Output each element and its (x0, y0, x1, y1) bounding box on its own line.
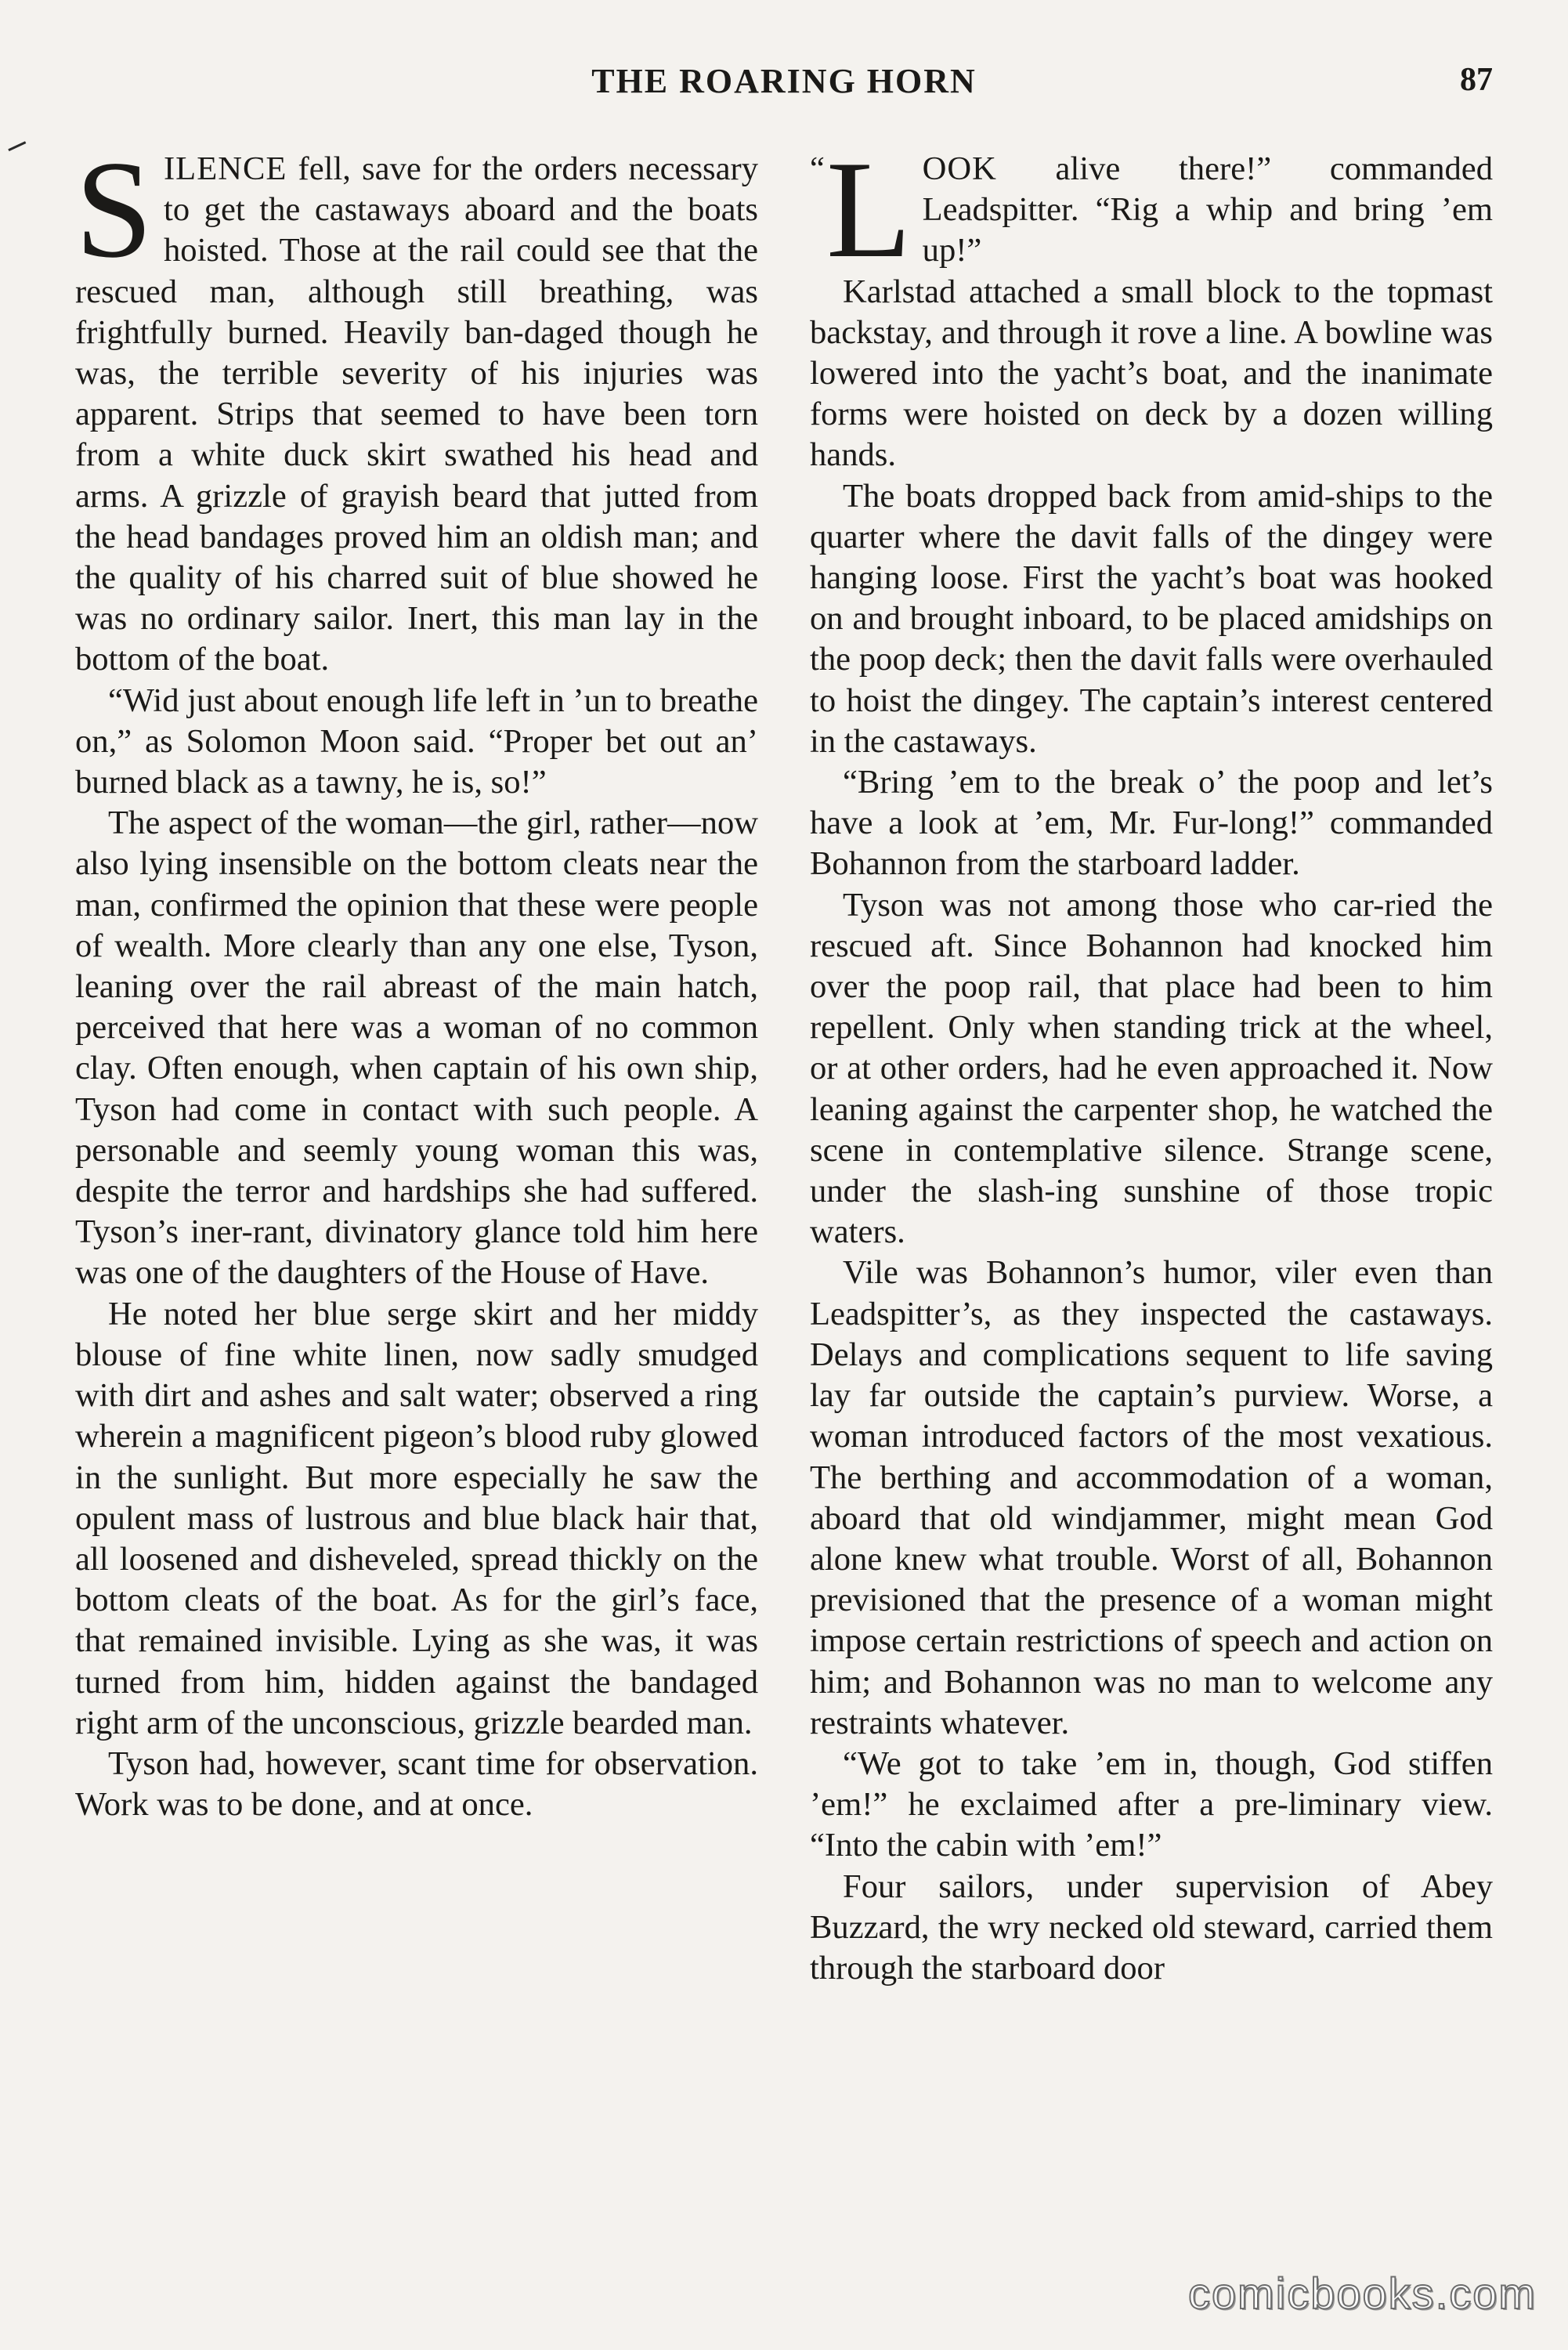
paragraph: Karlstad attached a small block to the topmast backstay, and through it rove a line. A bowline was lowered into the yacht’s boat, and the inanimate forms were hoisted on deck by a dozen willing hands. (810, 273, 1493, 474)
paragraph: Tyson had, however, scant time for observation. Work was to be done, and at once. (75, 1744, 758, 1824)
paragraph: “Wid just about enough life left in ’un to breathe on,” as Solomon Moon said. “Proper bet out an’ burned black as a tawny, he is, so!” (75, 682, 758, 801)
running-title: THE ROARING HORN (591, 62, 977, 100)
drop-cap: S (75, 149, 153, 287)
page-number: 87 (1460, 62, 1493, 98)
paragraph: The boats dropped back from amid-ships to the quarter where the davit falls of the dingey were hanging loose. First the yacht’s boat was hooked on and brought inboard, to be placed amidships on the poop deck; then the davit falls were overhauled to hoist the dingey. The captain’s interest centered in the castaways. (810, 477, 1493, 760)
paragraph: Four sailors, under supervision of Abey Buzzard, the wry necked old steward, carried them through the starboard door (810, 1867, 1493, 1987)
paragraph-text: alive there!” commanded Leadspitter. “Rig a whip and bring ’em up!” (922, 150, 1493, 269)
watermark: comicbooks.com (1187, 2269, 1537, 2318)
lead-word: ILENCE (164, 150, 287, 187)
left-column (75, 149, 758, 2264)
paragraph (810, 149, 1493, 287)
paragraph: Vile was Bohannon’s humor, viler even than Leadspitter’s, as they inspected the castaways. Delays and complications sequent to life saving lay far outside the captain’s purview. Worse, a woman introduced factors of the most vexatious. The berthing and accommodation of a woman, aboard that old windjammer, might mean God alone knew what trouble. Worst of all, Bohannon previsioned that the presence of a woman might impose certain restrictions of speech and action on him; and Bohannon was no man to welcome any restraints whatever. (810, 1254, 1493, 1741)
opening-quote: “ (810, 150, 825, 187)
right-column (810, 149, 1493, 2264)
lead-word: OOK (922, 150, 997, 187)
page-header (75, 61, 1493, 108)
paragraph (75, 149, 758, 681)
paragraph: He noted her blue serge skirt and her middy blouse of fine white linen, now sadly smudged with dirt and ashes and salt water; observed a ring wherein a magnificent pigeon’s blood ruby glowed in the sunlight. But more especially he saw the opulent mass of lustrous and blue black hair that, all loosened and disheveled, spread thickly on the bottom cleats of the boat. As for the girl’s face, that remained invisible. Lying as she was, it was turned from him, hidden against the bandaged right arm of the unconscious, grizzle bearded man. (75, 1295, 758, 1741)
paragraph: “We got to take ’em in, though, God stiffen ’em!” he exclaimed after a pre-liminary view. “Into the cabin with ’em!” (810, 1744, 1493, 1864)
margin-mark (2, 128, 27, 151)
paragraph-text: fell, save for the orders necessary to get the castaways aboard and the boats hoisted. Those at the rail could see that the rescued man, although still breathing, was frightfully burned. Heavily ban-daged though he was, the terrible severity of his injuries was apparent. Strips that seemed to have been torn from a white duck skirt swathed his head and arms. A grizzle of grayish beard that jutted from the head bandages proved him an oldish man; and the quality of his charred suit of blue showed he was no ordinary sailor. Inert, this man lay in the bottom of the boat. (75, 150, 758, 678)
drop-cap: L (826, 149, 912, 287)
paragraph: Tyson was not among those who car-ried the rescued aft. Since Bohannon had knocked him over the poop rail, that place had been to him repellent. Only when standing trick at the wheel, or at other orders, had he even approached it. Now leaning against the carpenter shop, he watched the scene in contemplative silence. Strange scene, under the slash-ing sunshine of those tropic waters. (810, 886, 1493, 1251)
text-columns (75, 149, 1493, 2264)
paragraph: “Bring ’em to the break o’ the poop and let’s have a look at ’em, Mr. Fur-long!” commanded Bohannon from the starboard ladder. (810, 764, 1493, 883)
paragraph: The aspect of the woman—the girl, rather—now also lying insensible on the bottom cleats near the man, confirmed the opinion that these were people of wealth. More clearly than any one else, Tyson, leaning over the rail abreast of the main hatch, perceived that here was a woman of no common clay. Often enough, when captain of his own ship, Tyson had come in contact with such people. A personable and seemly young woman this was, despite the terror and hardships she had suffered. Tyson’s iner-rant, divinatory glance told him here was one of the daughters of the House of Have. (75, 804, 758, 1292)
